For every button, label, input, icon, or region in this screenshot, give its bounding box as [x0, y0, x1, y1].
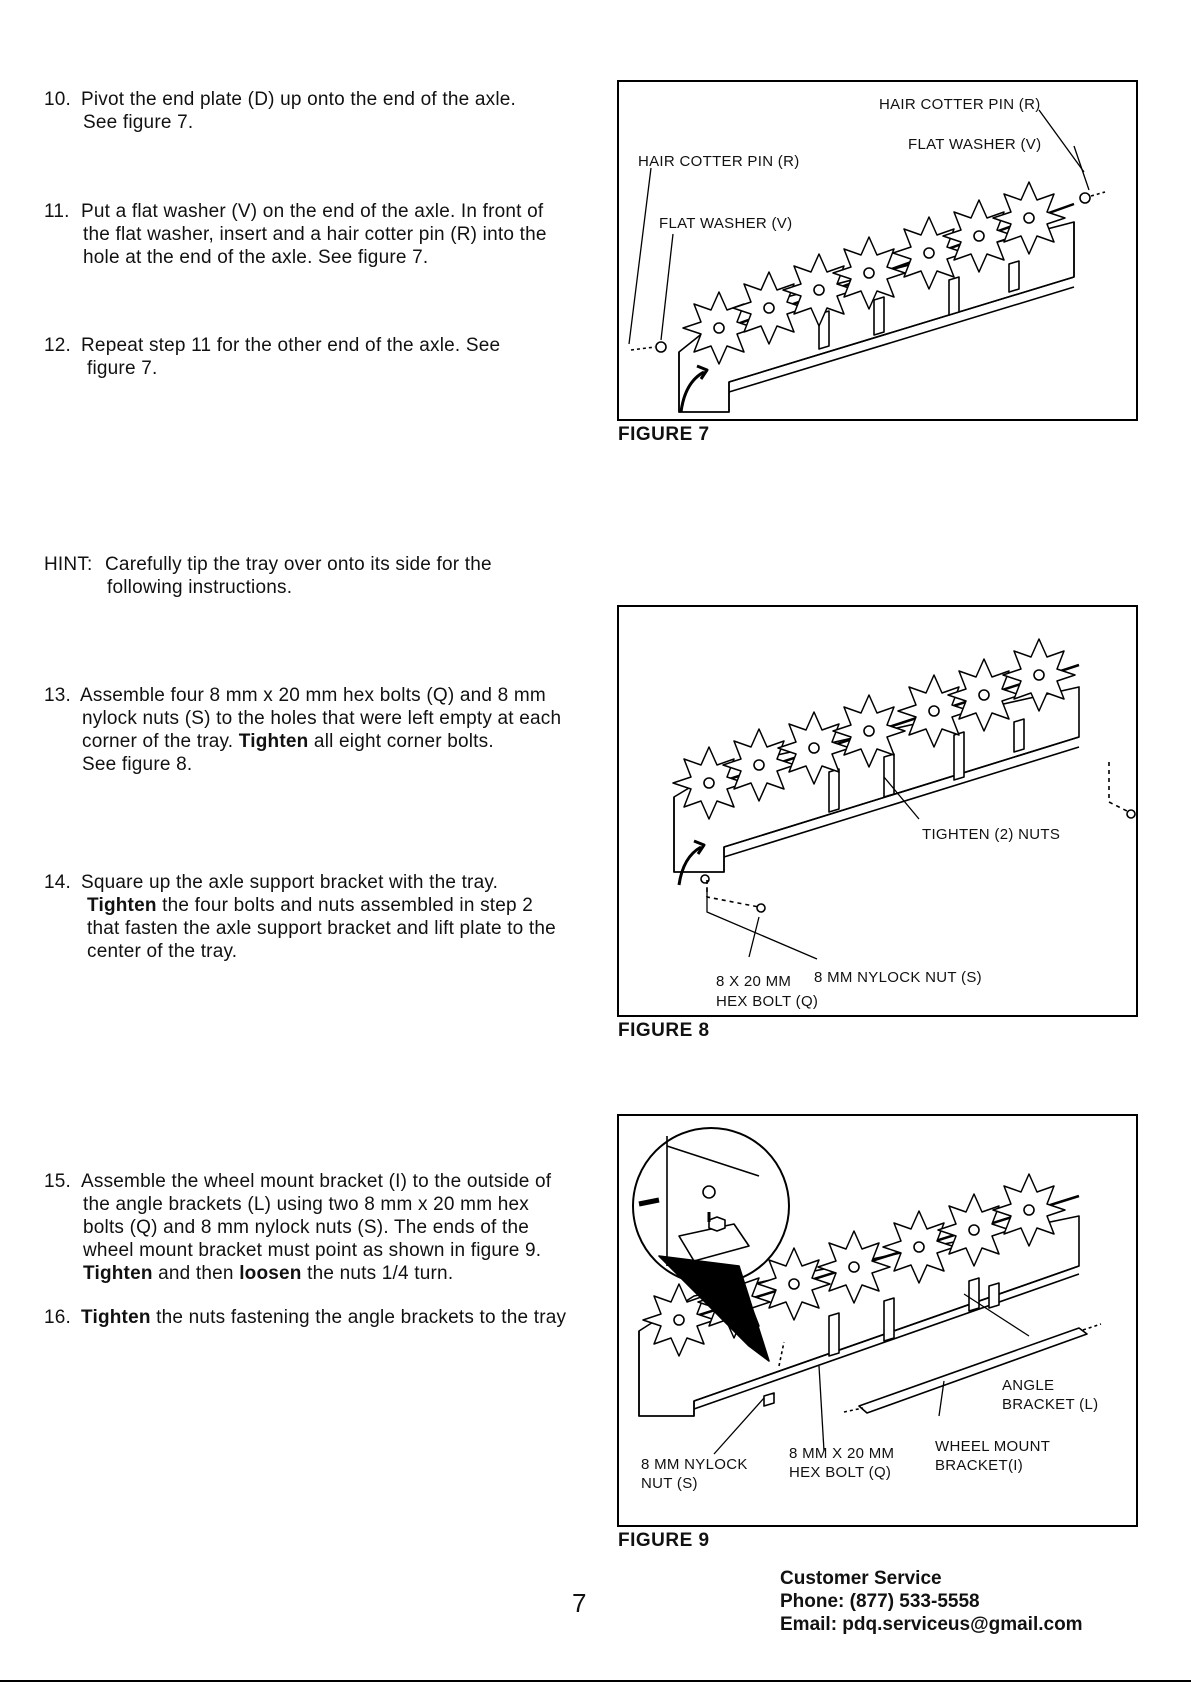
step-text-line: center of the tray. — [87, 941, 238, 962]
callout-wheel-mount-bracket: WHEEL MOUNT — [935, 1438, 1051, 1455]
step-text-line: the four bolts and nuts assembled in step 2 — [162, 895, 534, 916]
callout-nylock-nut: 8 MM NYLOCK NUT (S) — [814, 969, 982, 986]
callout-hair-cotter-pin-right: HAIR COTTER PIN (R) — [879, 96, 1041, 113]
step-text-line: bolts (Q) and 8 mm nylock nuts (S). The ends of the — [83, 1217, 529, 1238]
step-text-line: Square up the axle support bracket with the tray. — [81, 872, 499, 893]
figure-7 — [617, 80, 1138, 421]
step-number: 13. — [44, 685, 72, 706]
customer-service-block — [780, 1567, 1083, 1636]
step-text-line: Assemble the wheel mount bracket (I) to the outside of — [81, 1171, 552, 1192]
callout-nylock-nut-id: NUT (S) — [641, 1475, 698, 1492]
step-text-line: Assemble four 8 mm x 20 mm hex bolts (Q) and 8 mm — [80, 685, 546, 706]
step-number: 12. — [44, 335, 72, 356]
figure-8-caption: FIGURE 8 — [618, 1020, 710, 1041]
step-text-line: Repeat step 11 for the other end of the axle. See — [81, 335, 501, 356]
figure-9 — [617, 1114, 1138, 1527]
callout-flat-washer-right: FLAT WASHER (V) — [908, 136, 1042, 153]
emphasis: Tighten — [81, 1307, 151, 1328]
step-text-line: and then — [158, 1263, 234, 1284]
step-number: 15. — [44, 1171, 72, 1192]
hint-text-line: following instructions. — [107, 577, 293, 598]
figure-7-caption: FIGURE 7 — [618, 424, 710, 445]
step-text-line: See figure 7. — [83, 112, 194, 133]
hint-text-line: Carefully tip the tray over onto its side for the — [105, 554, 492, 575]
figure-8-drawing — [619, 607, 1140, 1019]
step-number: 14. — [44, 872, 72, 893]
step-text-line: the nuts fastening the angle brackets to the tray — [156, 1307, 567, 1328]
step-number: 11. — [44, 201, 70, 222]
callout-angle-bracket: ANGLE — [1002, 1377, 1055, 1394]
callout-hex-bolt-size: 8 X 20 MM — [716, 973, 792, 990]
step-text-line: the angle brackets (L) using two 8 mm x 20 mm hex — [83, 1194, 529, 1215]
emphasis: Tighten — [83, 1263, 153, 1284]
step-text-line: Put a flat washer (V) on the end of the axle. In front of — [81, 201, 544, 222]
step-text-line: See figure 8. — [82, 754, 193, 775]
step-text-line: Pivot the end plate (D) up onto the end of the axle. — [81, 89, 517, 110]
emphasis: loosen — [239, 1263, 302, 1284]
customer-service-title: Customer Service — [780, 1568, 942, 1589]
page-number: 7 — [572, 1588, 587, 1618]
step-text-line: corner of the tray. — [82, 731, 234, 752]
emphasis: Tighten — [238, 731, 309, 752]
callout-hair-cotter-pin-left: HAIR COTTER PIN (R) — [638, 153, 800, 170]
callout-hex-bolt-size: 8 MM X 20 MM — [789, 1445, 895, 1462]
figure-9-caption: FIGURE 9 — [618, 1530, 710, 1551]
customer-service-phone: Phone: (877) 533-5558 — [780, 1591, 980, 1612]
callout-nylock-nut: 8 MM NYLOCK — [641, 1456, 748, 1473]
figure-7-drawing — [619, 82, 1140, 423]
step-text-line: nylock nuts (S) to the holes that were left empty at each — [82, 708, 562, 729]
page-bottom-rule — [0, 1680, 1191, 1682]
step-text-line: wheel mount bracket must point as shown in figure 9. — [83, 1240, 542, 1261]
callout-tighten-nuts: TIGHTEN (2) NUTS — [922, 826, 1061, 843]
hint-label: HINT: — [44, 554, 93, 575]
callout-hex-bolt: HEX BOLT (Q) — [716, 993, 819, 1010]
step-number: 10. — [44, 89, 72, 110]
step-text-line: the flat washer, insert and a hair cotter pin (R) into the — [83, 224, 547, 245]
callout-wheel-mount-bracket-id: BRACKET(I) — [935, 1457, 1024, 1474]
callout-flat-washer-left: FLAT WASHER (V) — [659, 215, 793, 232]
customer-service-email: Email: pdq.serviceus@gmail.com — [780, 1614, 1083, 1635]
figure-8 — [617, 605, 1138, 1017]
step-text-line: hole at the end of the axle. See figure 7. — [83, 247, 429, 268]
callout-angle-bracket-id: BRACKET (L) — [1002, 1396, 1099, 1413]
step-text-line: all eight corner bolts. — [313, 731, 494, 752]
callout-hex-bolt: HEX BOLT (Q) — [789, 1464, 892, 1481]
step-text-line: the nuts 1/4 turn. — [307, 1263, 454, 1284]
emphasis: Tighten — [87, 895, 157, 916]
step-text-line: that fasten the axle support bracket and lift plate to the — [87, 918, 556, 939]
step-number: 16. — [44, 1307, 72, 1328]
step-text-line: figure 7. — [87, 358, 158, 379]
